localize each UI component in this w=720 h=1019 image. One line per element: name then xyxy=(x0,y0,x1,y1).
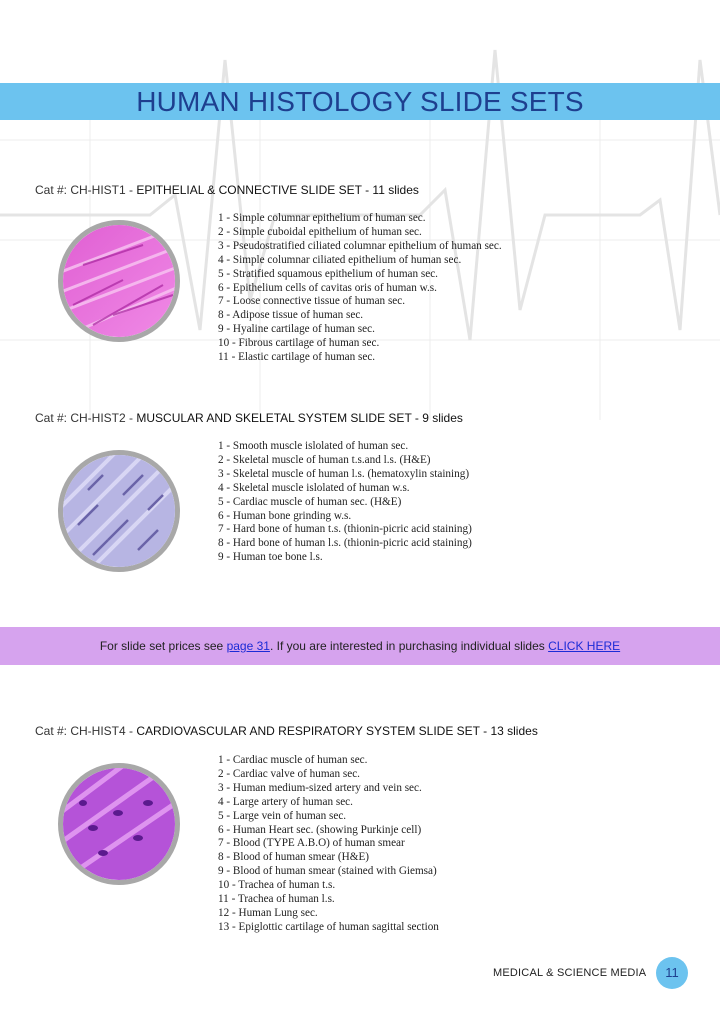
list-item: 3 - Skeletal muscle of human l.s. (hematoxylin staining) xyxy=(218,467,470,480)
list-item: 13 - Epiglottic cartilage of human sagittal section xyxy=(218,920,439,933)
price-banner xyxy=(0,627,720,665)
footer-brand: MEDICAL & SCIENCE MEDIA xyxy=(493,967,647,979)
title-bar xyxy=(0,83,720,120)
list-item: 2 - Skeletal muscle of human t.s.and l.s. (H&E) xyxy=(218,453,431,466)
price-page-link[interactable]: page 31 xyxy=(226,639,270,653)
list-item: 1 - Smooth muscle islolated of human sec. xyxy=(218,440,409,452)
set-3-micrograph xyxy=(58,763,180,885)
set-2-cat-number: Cat #: CH-HIST2 - xyxy=(35,411,137,425)
set-2-name: MUSCULAR AND SKELETAL SYSTEM SLIDE SET - 9 slides xyxy=(136,411,463,425)
list-item: 7 - Hard bone of human t.s. (thionin-picric acid staining) xyxy=(218,523,472,536)
list-item: 6 - Human Heart sec. (showing Purkinje cell) xyxy=(218,823,422,836)
list-item: 4 - Simple columnar ciliated epithelium of human sec. xyxy=(218,253,462,266)
set-3-slide-list xyxy=(218,754,439,935)
list-item: 12 - Human Lung sec. xyxy=(218,906,318,919)
set-3-heading xyxy=(35,724,538,738)
list-item: 9 - Hyaline cartilage of human sec. xyxy=(218,323,375,336)
set-1-heading xyxy=(35,183,419,197)
set-3-cat-number: Cat #: CH-HIST4 - xyxy=(35,724,137,738)
list-item: 3 - Human medium-sized artery and vein sec. xyxy=(218,781,422,794)
list-item: 1 - Simple columnar epithelium of human sec. xyxy=(218,212,426,224)
list-item: 5 - Large vein of human sec. xyxy=(218,809,347,822)
list-item: 9 - Blood of human smear (stained with Giemsa) xyxy=(218,865,437,878)
set-1-cat-number: Cat #: CH-HIST1 - xyxy=(35,183,137,197)
list-item: 11 - Elastic cartilage of human sec. xyxy=(218,351,376,364)
list-item: 3 - Pseudostratified ciliated columnar epithelium of human sec. xyxy=(218,239,502,252)
click-here-link[interactable]: CLICK HERE xyxy=(548,639,621,653)
set-2-micrograph xyxy=(58,450,180,572)
list-item: 4 - Large artery of human sec. xyxy=(218,795,353,808)
set-2-slide-list xyxy=(218,440,472,565)
list-item: 5 - Stratified squamous epithelium of human sec. xyxy=(218,267,438,280)
list-item: 8 - Hard bone of human l.s. (thionin-picric acid staining) xyxy=(218,537,472,550)
list-item: 10 - Trachea of human t.s. xyxy=(218,879,336,892)
list-item: 7 - Loose connective tissue of human sec. xyxy=(218,295,406,308)
list-item: 10 - Fibrous cartilage of human sec. xyxy=(218,337,380,350)
page-title: HUMAN HISTOLOGY SLIDE SETS xyxy=(136,86,584,117)
list-item: 4 - Skeletal muscle islolated of human w.s. xyxy=(218,481,410,494)
list-item: 2 - Cardiac valve of human sec. xyxy=(218,767,360,780)
set-1-micrograph xyxy=(58,220,180,342)
list-item: 8 - Blood of human smear (H&E) xyxy=(218,851,369,864)
list-item: 2 - Simple cuboidal epithelium of human sec. xyxy=(218,225,422,238)
banner-middle: . If you are interested in purchasing individual slides xyxy=(269,639,549,653)
set-1-name: EPITHELIAL & CONNECTIVE SLIDE SET - 11 slides xyxy=(136,183,419,197)
list-item: 11 - Trachea of human l.s. xyxy=(218,893,335,906)
list-item: 1 - Cardiac muscle of human sec. xyxy=(218,754,368,766)
set-2-heading xyxy=(35,411,463,425)
list-item: 9 - Human toe bone l.s. xyxy=(218,551,323,564)
banner-prefix: For slide set prices see xyxy=(99,639,227,653)
list-item: 7 - Blood (TYPE A.B.O) of human smear xyxy=(218,837,405,850)
set-1-slide-list xyxy=(218,212,502,365)
list-item: 6 - Human bone grinding w.s. xyxy=(218,509,352,522)
list-item: 5 - Cardiac muscle of human sec. (H&E) xyxy=(218,495,402,508)
list-item: 8 - Adipose tissue of human sec. xyxy=(218,309,364,322)
list-item: 6 - Epithelium cells of cavitas oris of human w.s. xyxy=(218,281,437,294)
page-number-badge: 11 xyxy=(656,957,688,989)
set-3-name: CARDIOVASCULAR AND RESPIRATORY SYSTEM SLIDE SET - 13 slides xyxy=(136,724,538,738)
